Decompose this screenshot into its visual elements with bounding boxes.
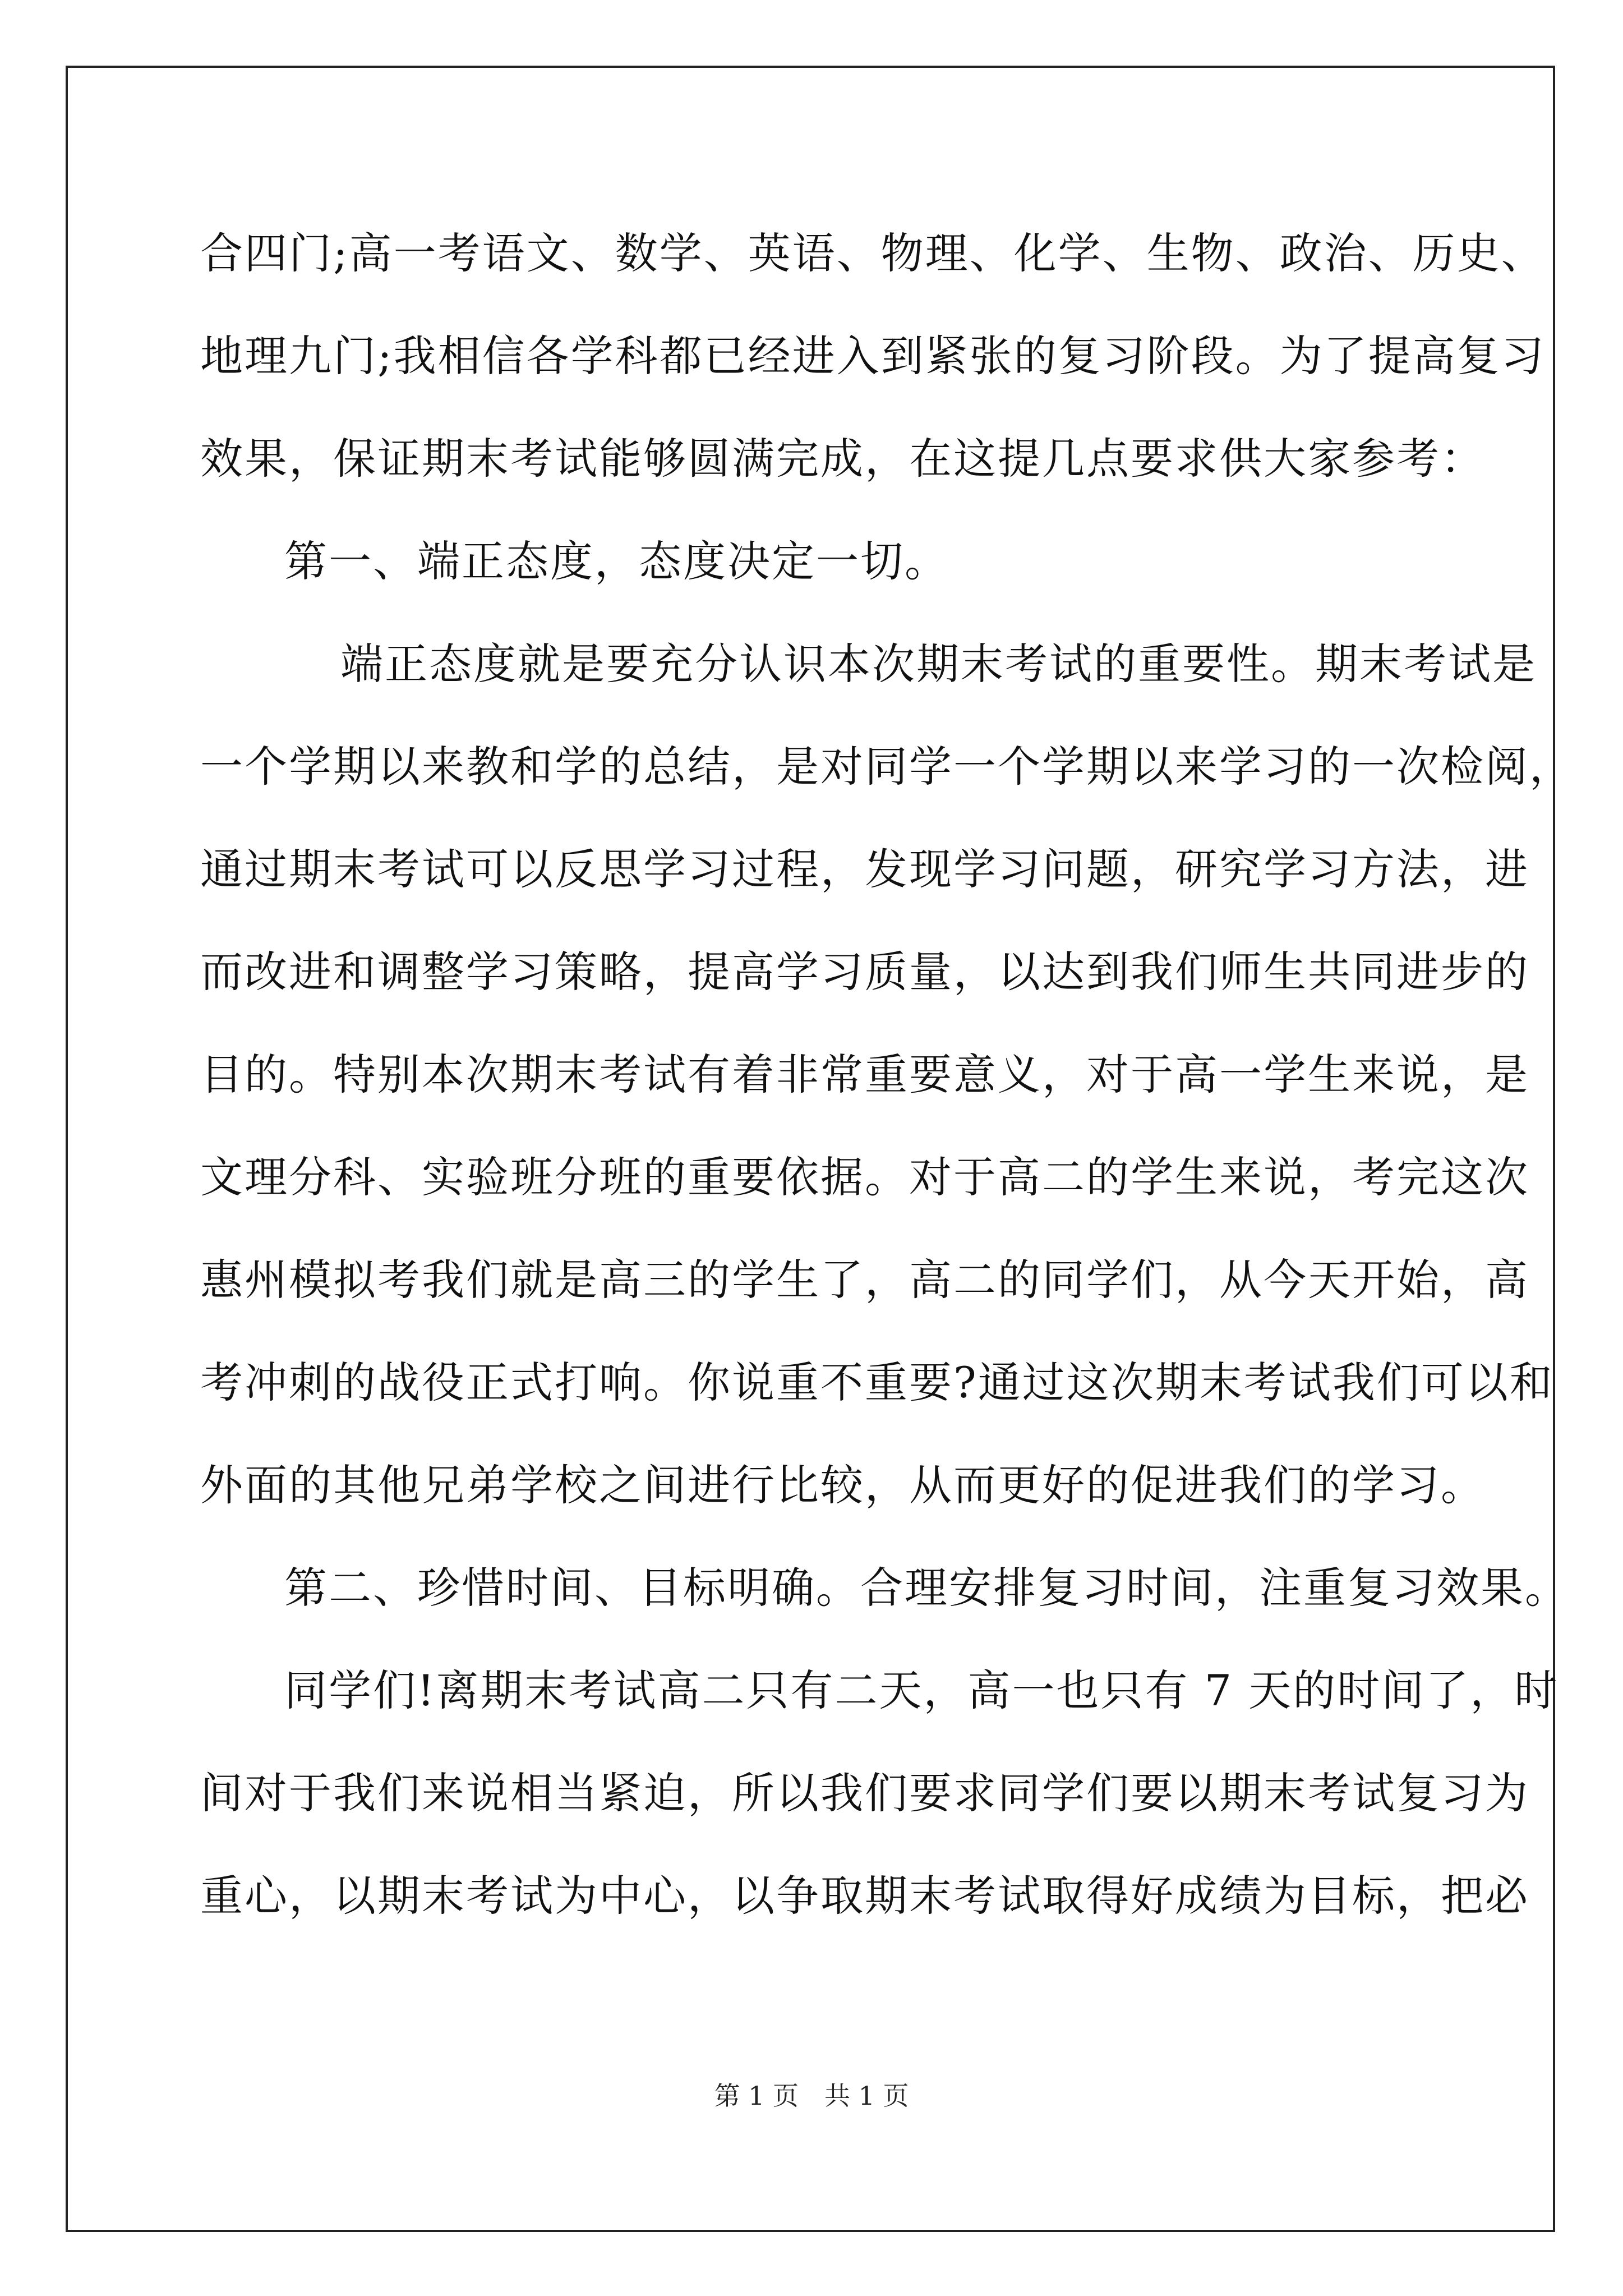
text-line-13: 外面的其他兄弟学校之间进行比较，从而更好的促进我们的学习。 (200, 1460, 1485, 1510)
text-line-10: 文理分科、实验班分班的重要依据。对于高二的学生来说，考完这次 (200, 1152, 1529, 1202)
text-line-11: 惠州模拟考我们就是高三的学生了，高二的同学们，从今天开始，高 (200, 1255, 1529, 1305)
page-footer: 第 1 页 共 1 页 (714, 2081, 909, 2111)
text-line-6: 一个学期以来教和学的总结，是对同学一个学期以来学习的一次检阅， (200, 742, 1574, 792)
text-line-1: 合四门;高一考语文、数学、英语、物理、化学、生物、政治、历史、 (200, 228, 1546, 278)
text-line-16: 间对于我们来说相当紧迫，所以我们要求同学们要以期末考试复习为 (200, 1768, 1529, 1818)
text-line-15: 同学们!离期末考试高二只有二天，高一也只有 7 天的时间了，时 (284, 1665, 1559, 1715)
text-line-2: 地理九门;我相信各学科都已经进入到紧张的复习阶段。为了提高复习 (200, 331, 1546, 381)
text-line-12: 考冲刺的战役正式打响。你说重不重要?通过这次期末考试我们可以和 (200, 1358, 1554, 1407)
text-line-8: 而改进和调整学习策略，提高学习质量，以达到我们师生共同进步的 (200, 947, 1529, 997)
document-body (200, 202, 1574, 1947)
text-line-9: 目的。特别本次期末考试有着非常重要意义，对于高一学生来说，是 (200, 1050, 1529, 1099)
section-heading-1: 第一、端正态度，态度决定一切。 (284, 536, 949, 586)
section-heading-2: 第二、珍惜时间、目标明确。合理安排复习时间，注重复习效果。 (284, 1563, 1569, 1613)
text-line-17: 重心，以期末考试为中心，以争取期末考试取得好成绩为目标，把必 (200, 1871, 1529, 1921)
text-line-7: 通过期末考试可以反思学习过程，发现学习问题，研究学习方法，进 (200, 844, 1529, 894)
text-line-5: 端正态度就是要充分认识本次期末考试的重要性。期末考试是 (340, 639, 1537, 689)
text-line-3: 效果，保证期末考试能够圆满完成，在这提几点要求供大家参考： (200, 434, 1485, 484)
